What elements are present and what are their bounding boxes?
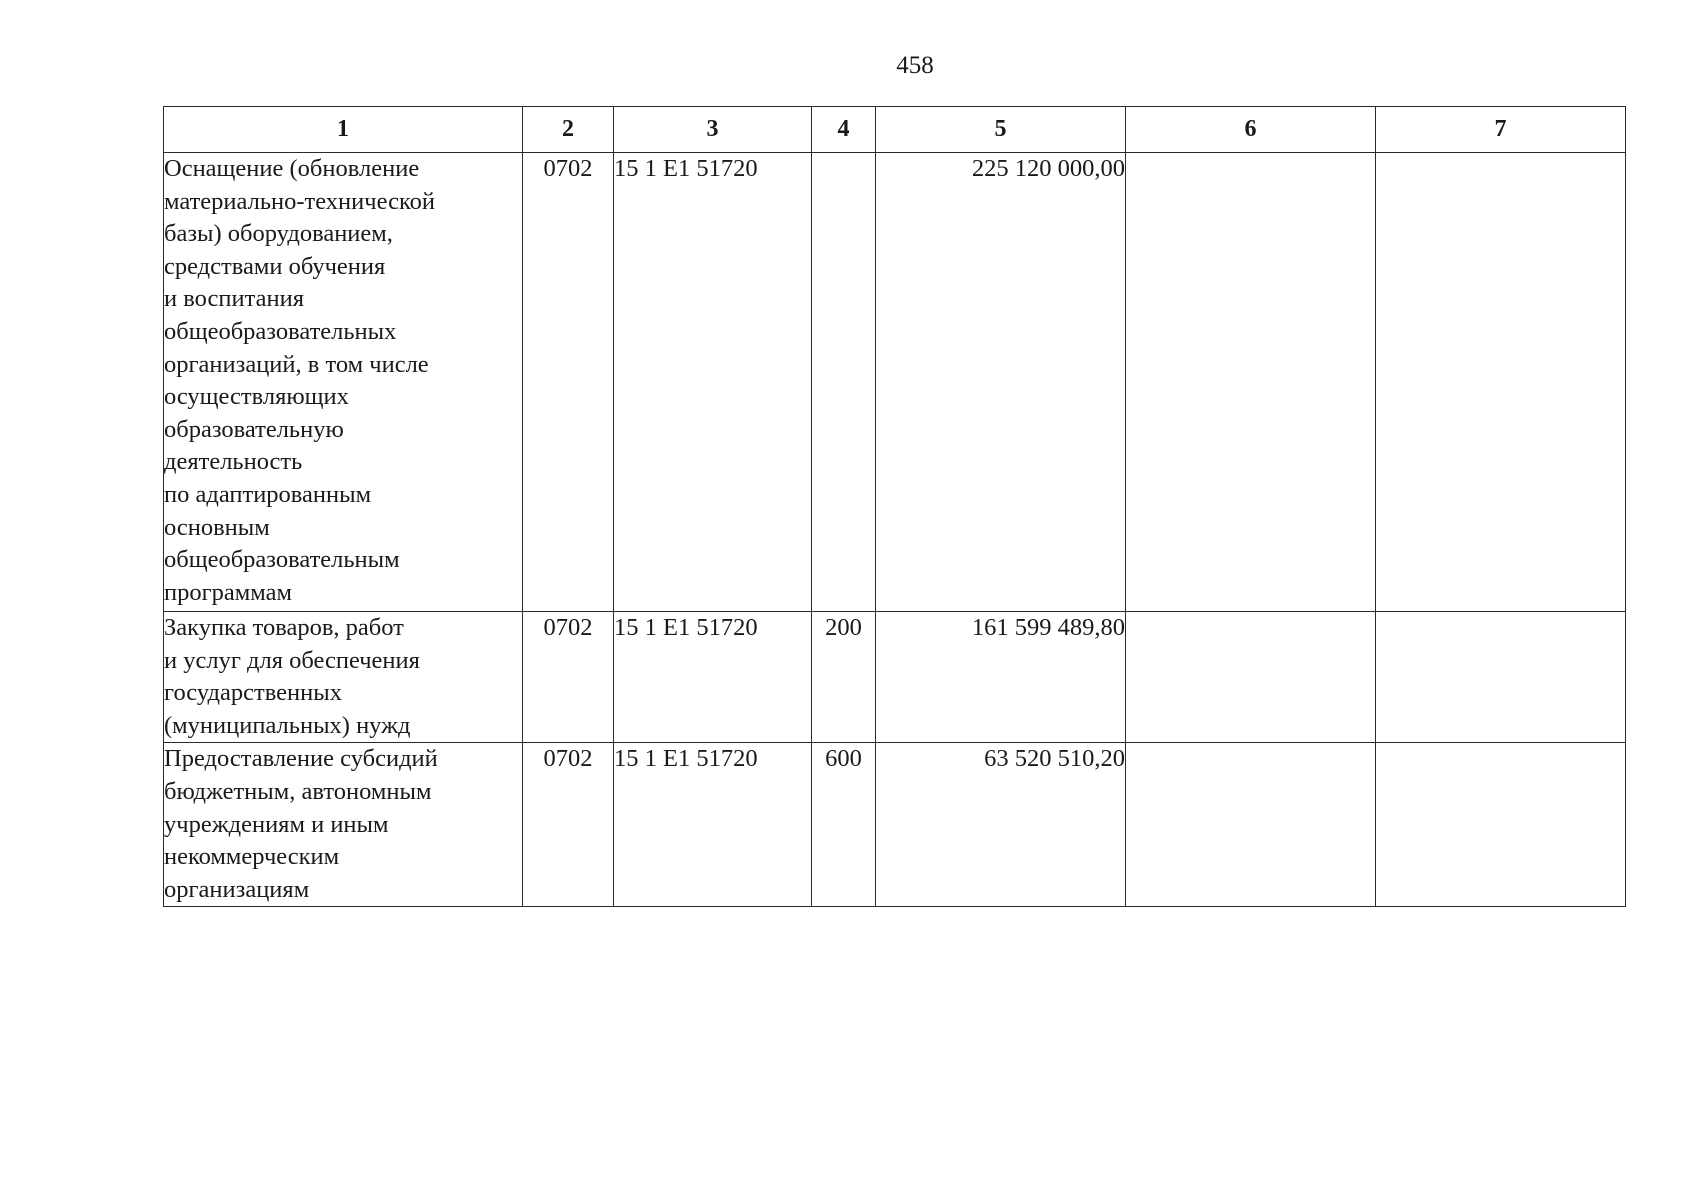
column-header-7: 7 [1376, 107, 1626, 153]
table-header-row [164, 107, 1626, 153]
column-6-cell [1126, 612, 1376, 743]
name-line: базы) оборудованием, [164, 220, 393, 248]
table-row [164, 153, 1626, 612]
column-6-cell [1126, 153, 1376, 612]
name-line: общеобразовательным [164, 546, 400, 574]
column-header-1: 1 [164, 107, 523, 153]
expense-type-cell: 200 [812, 612, 876, 743]
name-line: учреждениям и иным [164, 810, 389, 838]
name-line: общеобразовательных [164, 317, 397, 345]
name-line: бюджетным, автономным [164, 777, 432, 805]
column-header-5: 5 [876, 107, 1126, 153]
row-name-cell [164, 743, 523, 907]
target-code-cell: 15 1 E1 51720 [614, 743, 812, 907]
name-line: и воспитания [164, 285, 304, 313]
name-line: Предоставление субсидий [164, 745, 438, 773]
name-line: Закупка товаров, работ [164, 614, 404, 641]
section-code-cell: 0702 [523, 743, 614, 907]
target-code-cell: 15 1 E1 51720 [614, 153, 812, 612]
name-line: (муниципальных) нужд [164, 711, 411, 739]
column-7-cell [1376, 153, 1626, 612]
column-header-3: 3 [614, 107, 812, 153]
column-header-2: 2 [523, 107, 614, 153]
name-line: образовательную [164, 415, 344, 443]
name-line: средствами обучения [164, 252, 386, 280]
name-line: основным [164, 513, 270, 541]
column-6-cell [1126, 743, 1376, 907]
table-row [164, 612, 1626, 743]
amount-cell: 63 520 510,20 [876, 743, 1126, 907]
section-code-cell: 0702 [523, 153, 614, 612]
name-line: деятельность [164, 448, 303, 476]
name-line: государственных [164, 679, 342, 707]
name-line: по адаптированным [164, 480, 372, 508]
name-line: организациям [164, 875, 310, 903]
name-line: программам [164, 578, 293, 606]
amount-cell: 225 120 000,00 [876, 153, 1126, 612]
name-line: и услуг для обеспечения [164, 646, 420, 674]
column-7-cell [1376, 612, 1626, 743]
budget-table [163, 106, 1626, 907]
name-line: организаций, в том числе [164, 350, 429, 378]
column-header-4: 4 [812, 107, 876, 153]
name-line: некоммерческим [164, 843, 340, 871]
name-line: материально-технической [164, 187, 435, 215]
row-name-cell [164, 153, 523, 612]
column-header-6: 6 [1126, 107, 1376, 153]
page-number: 458 [896, 52, 934, 79]
name-line: Оснащение (обновление [164, 155, 420, 182]
column-7-cell [1376, 743, 1626, 907]
row-name-cell [164, 612, 523, 743]
expense-type-cell: 600 [812, 743, 876, 907]
amount-cell: 161 599 489,80 [876, 612, 1126, 743]
expense-type-cell [812, 153, 876, 612]
name-line: осуществляющих [164, 383, 349, 411]
table-row [164, 743, 1626, 907]
target-code-cell: 15 1 E1 51720 [614, 612, 812, 743]
section-code-cell: 0702 [523, 612, 614, 743]
